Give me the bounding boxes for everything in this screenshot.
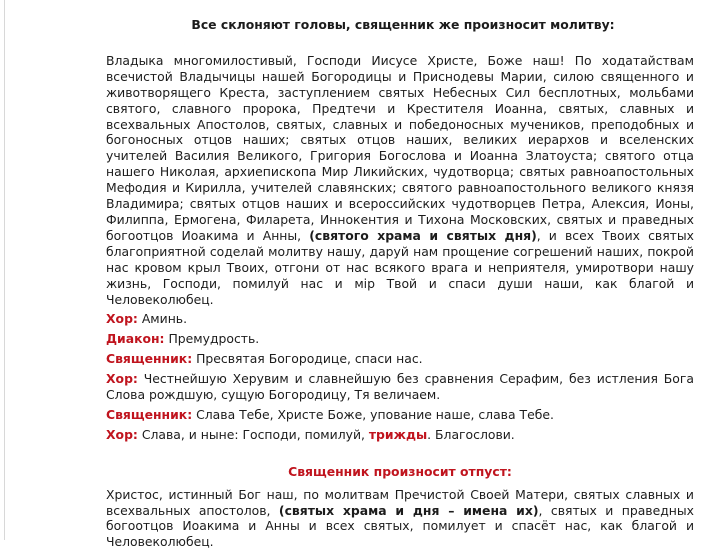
dialogue-line-choir-glory [106, 427, 694, 443]
prayer-text-part1: Владыка многомилостивый, Господи Иисусе Христе, Боже наш! По ходатайствам всечистой Владычицы нашей Богородицы и Приснодевы Марии, силою священного и животворящего Креста, заступлением святых Небесных Сил бесплотных, мольбами святого, славного пророка, Предтечи и Крестителя Иоанна, святых, славных и всехвальных Апостолов, святых, славных и победоносных мучеников, преподобных и богоносных отцов наших; святых отцов наших, великих иерархов и вселенских учителей Василия Великого, Григория Богослова и Иоанна Златоуста; святого отца нашего Николая, архиепископа Мир Ликийских, чудотворца; святых равноапостольных Мефодия и Кирилла, учителей славянских; святого равноапостольного великого князя Владимира; святых отцов наших и всероссийских чудотворцев Петра, Алексия, Ионы, Филиппа, Ермогена, Филарета, Иннокентия и Тихона Московских, святых и праведных богоотцов Иоакима и Анны, [106, 52, 694, 243]
dismissal-text-part2: , святых и праведных богоотцов Иоакима и Анны и всех святых, помилует и спасёт нас, как благой и Человеколюбец. [106, 502, 694, 550]
intro-heading: Все склоняют головы, священник же произносит молитву: [191, 17, 615, 32]
speaker-label: Хор: [106, 426, 138, 442]
dismissal-paragraph [106, 487, 694, 550]
dialogue-line-priest-2 [106, 407, 694, 423]
speaker-label: Диакон: [106, 331, 165, 347]
line-text: Пресвятая Богородице, спаси нас. [192, 351, 423, 367]
prayer-bold-insert: (святого храма и святых дня) [309, 227, 537, 243]
line-tail: . Благослови. [427, 426, 515, 442]
dismissal-text-part1: Христос, истинный Бог наш, по молитвам Пречистой Своей Матери, святых славных и всехвальных апостолов, [106, 486, 694, 518]
line-text: Слава, и ныне: Господи, помилуй, [137, 426, 369, 442]
line-text: Аминь. [137, 311, 188, 327]
dismissal-heading: Священник произносит отпуст: [288, 463, 512, 479]
speaker-label: Священник: [106, 406, 193, 422]
emphasis-thrice: трижды [368, 426, 428, 442]
dialogue-line-priest-1 [106, 351, 694, 367]
prayer-paragraph [106, 53, 694, 308]
line-text: Премудрость. [164, 331, 260, 347]
dialogue-line-choir-hymn [106, 371, 694, 403]
dialogue-line-choir-amen [106, 311, 694, 327]
slide-left-border [4, 0, 11, 540]
speaker-label: Хор: [106, 311, 138, 327]
line-text: Честнейшую Херувим и славнейшую без сравнения Серафим, без истления Бога Слова рождшую, сущую Богородицу, Тя величаем. [106, 371, 694, 403]
speaker-label: Хор: [106, 371, 138, 387]
speaker-label: Священник: [106, 351, 193, 367]
document-page [106, 0, 694, 550]
dialogue-line-deacon [106, 331, 694, 347]
line-text: Слава Тебе, Христе Боже, упование наше, слава Тебе. [192, 406, 554, 422]
dismissal-bold-insert: (святых храма и дня – имена их) [278, 502, 539, 518]
prayer-text-part2: , и всех Твоих святых благоприятной соделай молитву нашу, даруй нам прощение согрешений наших, покрой нас кровом крыл Твоих, отгони от нас всякого врага и неприятеля, умиротвори нашу жизнь, Господи, помилуй нас и мір Твой и спаси души наши, как благой и Человеколюбец. [106, 227, 694, 307]
